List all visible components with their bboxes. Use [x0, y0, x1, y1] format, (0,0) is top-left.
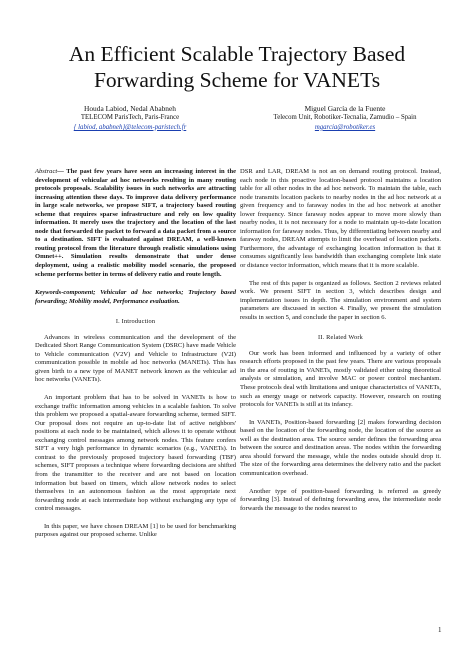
author-email-1[interactable]: { labiod, ababneh}@telecom-paristech.fr — [73, 123, 187, 131]
paper-title: An Efficient Scalable Trajectory Based Forwarding Scheme for VANETs — [68, 42, 406, 92]
right-paragraph-1: DSR and LAR, DREAM is not an on demand routing protocol. Instead, each node in this proactive location-based protocol maintains a location table for all other nodes in the ad hoc network. To maintain the table, each node transmits location packets to nearby nodes in the ad hoc network at a given frequency and to faraway nodes in the ad hoc network at another lower frequency. Since faraway nodes appear to move more slowly than nearby nodes, it is not necessary for a node to maintain up-to-date location information for faraway nodes. Thus, by differentiating between nearby and faraway nodes, DREAM attempts to limit the overhead of location packets. Furthermore, the advantage of exchanging location information is that it consumes significantly less bandwidth than exchanging complete link state or distance vector information, which means that it is more scalable. — [240, 168, 441, 270]
section-heading-introduction: I. Introduction — [115, 318, 156, 326]
section-heading-related-work: II. Related Work — [317, 334, 364, 342]
right-column — [240, 168, 441, 513]
intro-paragraph-2: An important problem that has to be solved in VANETs is how to exchange traffic information among vehicles in a scalable fashion. To solve this problem we proposed a spatial-aware forwarding scheme, termed SIFT. Our proposal does not require an up-to-date list of active neighbors' positions at each node to be maintained, which allows it to operate without exchanging control messages among network nodes. This feature confers SIFT a very high performance in dynamic scenarios (e.g., VANETs). In contrast to the previously proposed trajectory based forwarding (TBF) schemes, SIFT proposes a technique where forwarding decisions are shifted from the transmitter to the receiver and are not based on location information but based on timers, which allow network nodes to select themselves in an autonomous fashion as the most appropriate next forwarding node at each intermediate hop without exchanging any type of control messages. — [35, 394, 236, 513]
author-names-2: Miguel García de la Fuente — [304, 104, 386, 113]
author-affiliation-2: Telecom Unit, Robotiker-Tecnalia, Zamudio – Spain — [273, 114, 417, 122]
related-paragraph-3: Another type of position-based forwarding is referred as greedy forwarding [3]. Instead of defining forwarding area, the intermediate node forwards the message to the nodes nearest to — [240, 487, 441, 512]
left-column — [35, 168, 236, 540]
author-block-1 — [30, 104, 230, 132]
author-names-1: Houda Labiod, Nedal Ababneh — [84, 104, 176, 113]
related-paragraph-2: In VANETs, Position-based forwarding [2] makes forwarding decision based on the location of the forwarding node, the location of the source as well as the destination area. The source sender defines the forwarding area between the source and destination areas. The nodes within the forwarding area should forward the message, while the nodes outside should drop it. The size of the forwarding area determines the delivery ratio and the packet communication overhead. — [240, 418, 441, 477]
author-block-2 — [240, 104, 450, 132]
author-email-2[interactable]: mgarcia@robotiker.es — [314, 123, 376, 131]
abstract — [35, 168, 236, 279]
related-paragraph-1: Our work has been informed and influenced by a variety of other research efforts proposed in the past few years. There are various proposals in the area of routing in VANETs, mostly validated either using theoretical analysis or simulation, and involve MAC or power control mechanism. These protocols deal with limitations and unique characteristics of VANETs, such as energy usage or network capacity. However, research on routing protocols for VANETs is still at its infancy. — [240, 349, 441, 409]
page-number: 1 — [438, 626, 442, 634]
abstract-text: — The past few years have seen an increasing interest in the development of vehicular ad hoc networks resulting in many routing protocols proposals. Scalability issues in such networks are attracting increasing attention these days. To improve data delivery performance in large scale networks, we propose SIFT, a trajectory based routing scheme that requires sparse infrastructure and rely on low quality information. It merely uses the trajectory and the location of the last node that forwarded the packet to forward a data packet from a source to a destination. SIFT is evaluated against DREAM, a well-known routing protocol from the literature through realistic simulations using Omnet++. Simulation results demonstrate that under dense deployment, using a realistic mobility model scenario, the proposed scheme performs better in terms of delivery ratio and route length. — [35, 168, 236, 278]
keywords: Keywords-component; Vehicular ad hoc networks; Trajectory based forwarding; Mobility model, Performance evaluation. — [35, 289, 236, 305]
right-paragraph-2: The rest of this paper is organized as follows. Section 2 reviews related work. We present SIFT in section 3, which describes design and implementation issues in depth. The simulation environment and system parameters are discussed in section 4. Finally, we present the simulation results in section 5, and conclude the paper in section 6. — [240, 279, 441, 321]
author-affiliation-1: TELECOM ParisTech, Paris-France — [80, 114, 180, 122]
intro-paragraph-1: Advances in wireless communication and the development of the Dedicated Short Range Communication System (DSRC) have made Vehicle to Vehicle communication (V2V) and Vehicle to Infrastructure (V2I) communication possible in mobile ad hoc networks (MANETs). This has given birth to a new type of MANET network known as the vehicular ad hoc networks (VANETs). — [35, 333, 236, 384]
intro-paragraph-3: In this paper, we have chosen DREAM [1] to be used for benchmarking purposes against our proposed scheme. Unlike — [35, 522, 236, 539]
abstract-label: Abstract — [35, 168, 58, 175]
